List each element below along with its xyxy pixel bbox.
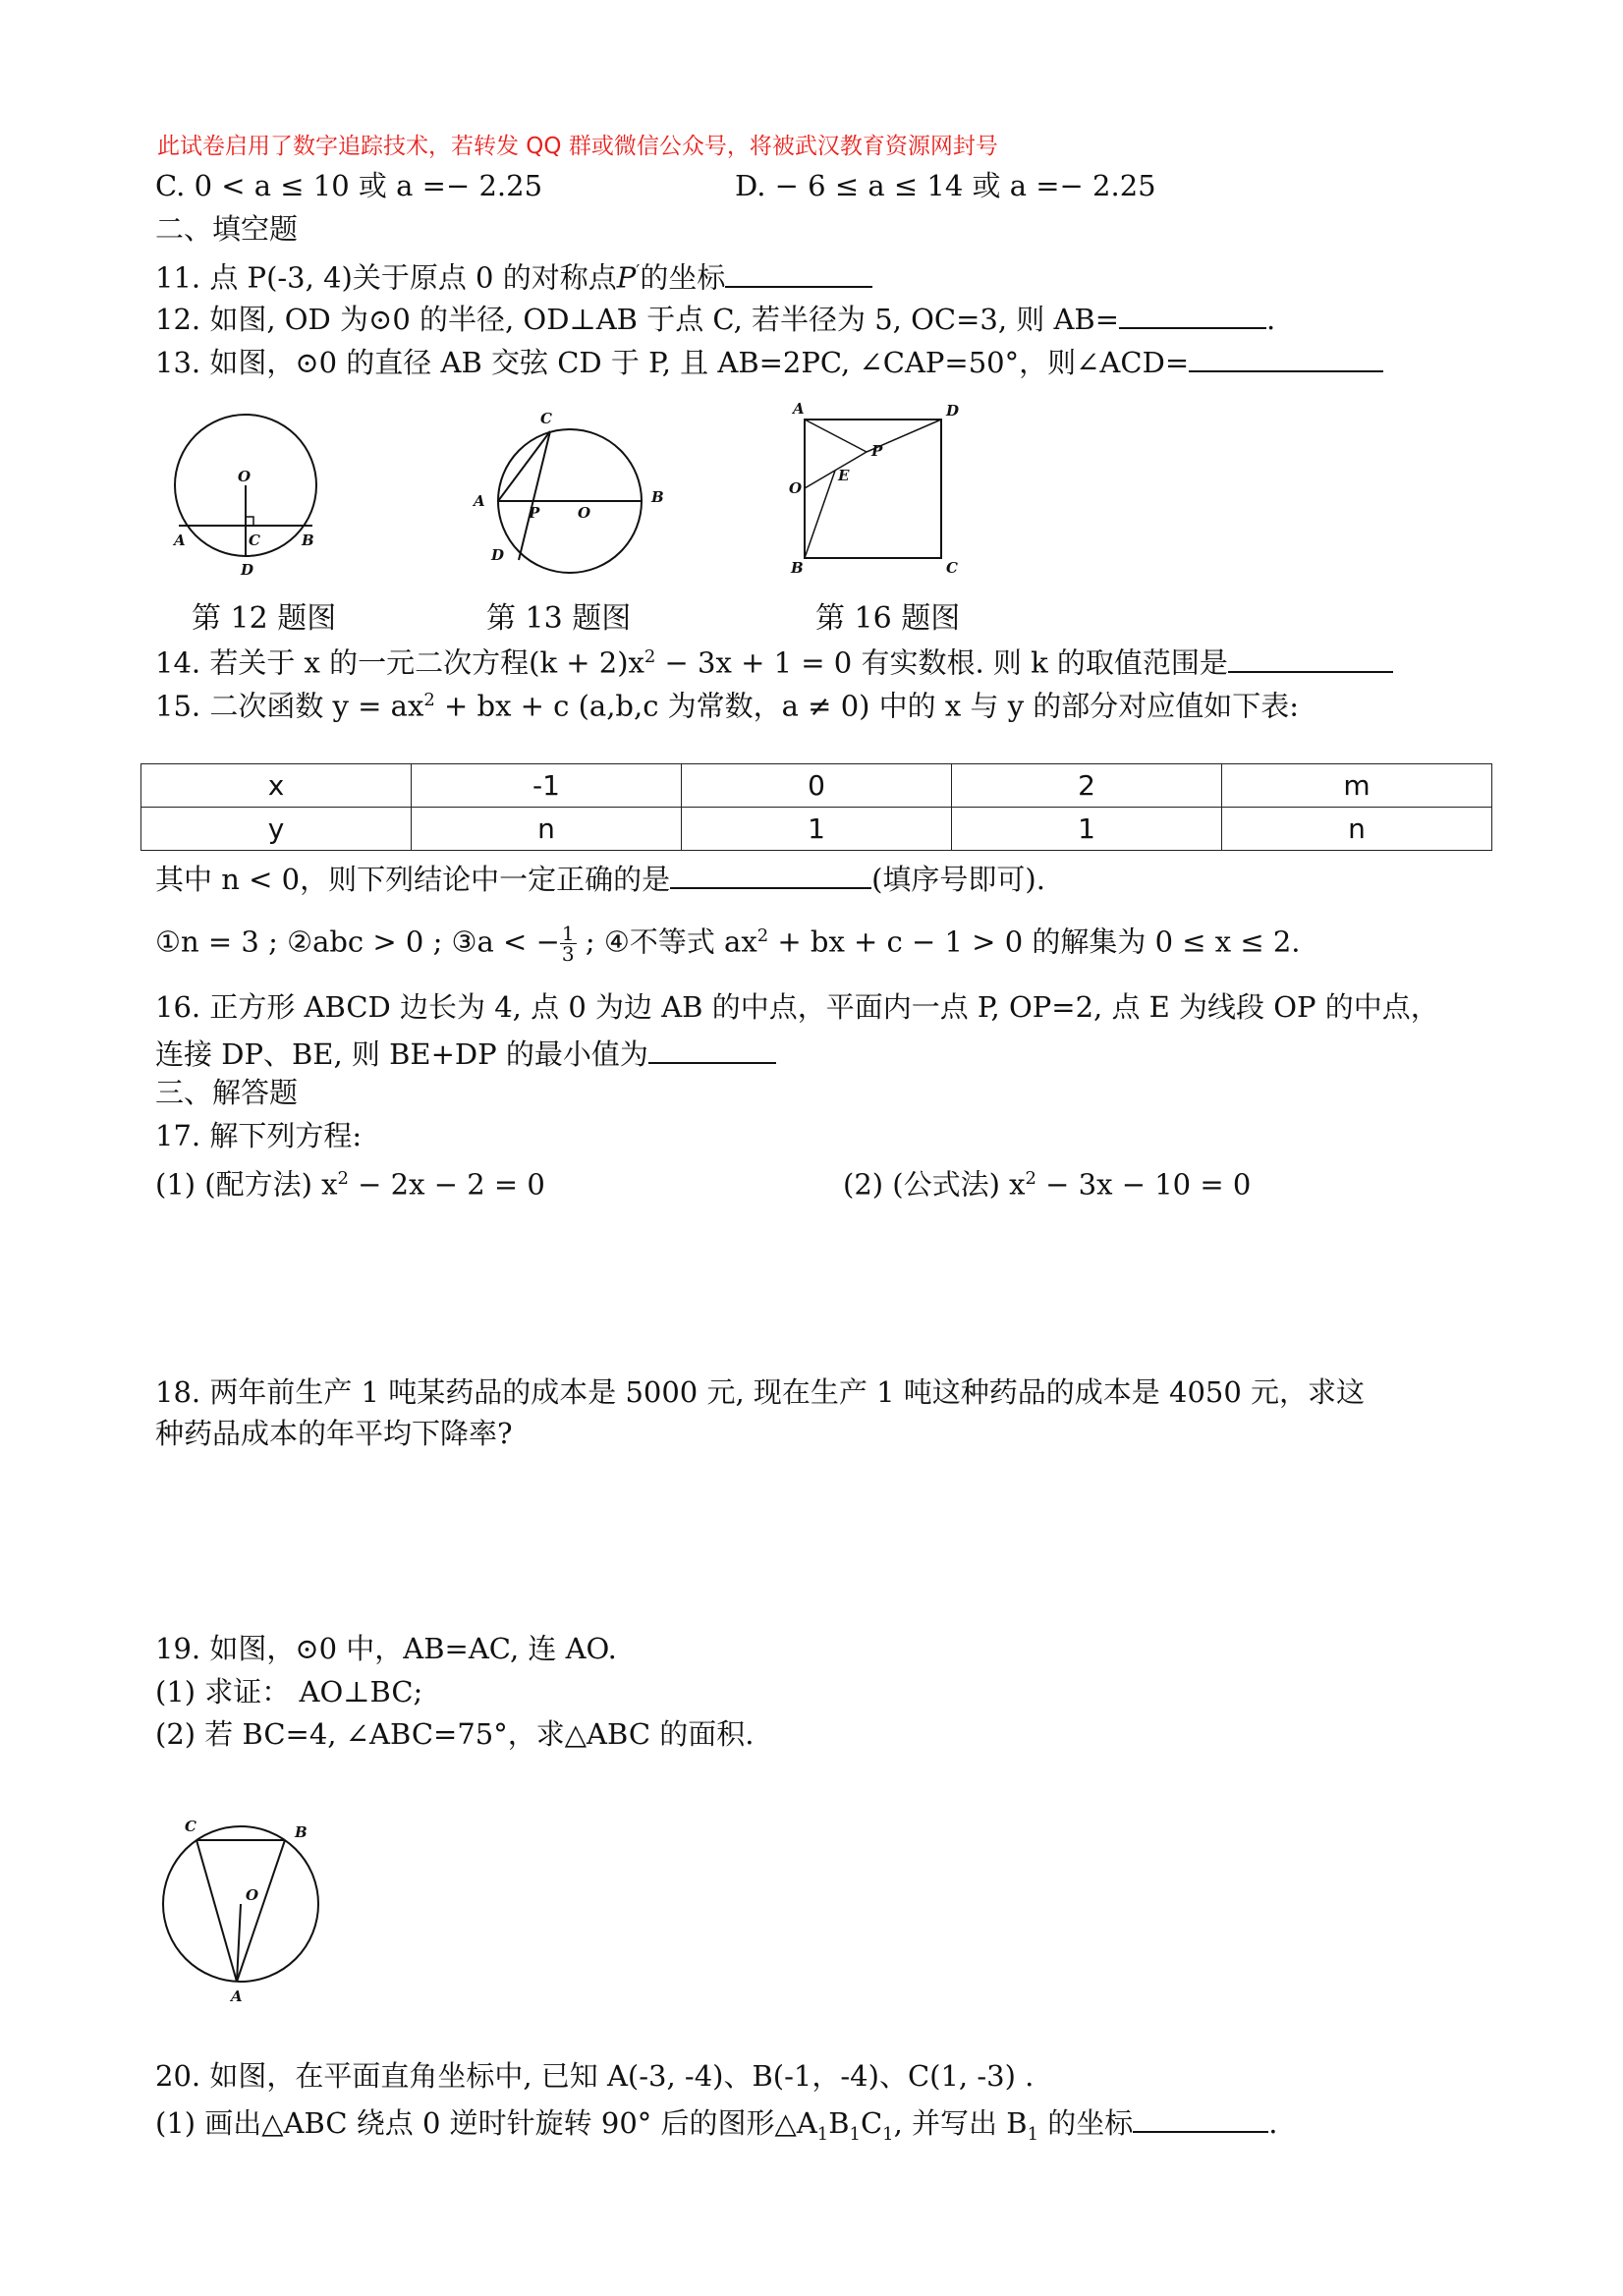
q11-text-b: 的坐标 [640, 260, 726, 295]
q12-answer-blank[interactable] [1119, 298, 1266, 329]
table-cell: n [1222, 808, 1492, 851]
q15c-numerator: 1 [561, 922, 575, 946]
q17-part-1 [155, 1161, 545, 1203]
q19-part-1: (1) 求证： AO⊥BC; [155, 1675, 423, 1708]
q16-answer-blank[interactable] [648, 1033, 776, 1064]
q14-text-b: − 3x + 1 = 0 有实数根. 则 k 的取值范围是 [655, 645, 1228, 680]
q11-text-a: 11. 点 P(-3, 4)关于原点 0 的对称点 [155, 260, 617, 295]
question-15 [155, 683, 1299, 724]
question-12 [155, 298, 1275, 337]
q19-part-2: (2) 若 BC=4, ∠ABC=75°，求△ABC 的面积. [155, 1717, 755, 1751]
fig12-label-o: O [238, 468, 252, 485]
figure-13 [462, 398, 678, 580]
fig19-label-a: A [231, 1988, 243, 2004]
fig13-chord-cd [519, 431, 550, 560]
q15c-text-c: + bx + c − 1 > 0 的解集为 0 ≤ x ≤ 2. [768, 924, 1301, 959]
fig12-label-a: A [174, 532, 186, 549]
fig13-label-a: A [474, 492, 485, 510]
fig13-label-d: D [491, 546, 505, 564]
table-cell: 0 [682, 764, 952, 808]
question-13 [155, 341, 1383, 380]
fig16-label-c: C [946, 559, 958, 577]
table-row [141, 764, 1492, 808]
figure-12 [162, 403, 334, 585]
fig13-label-c: C [540, 410, 552, 427]
q15c-fraction [560, 922, 577, 967]
table-cell: 2 [952, 764, 1222, 808]
q20-sub-3: 1 [882, 2123, 894, 2145]
fig19-segment-ca [196, 1840, 237, 1982]
q15-sup: 2 [423, 690, 435, 710]
fig16-label-b: B [791, 559, 804, 577]
table-cell: 1 [952, 808, 1222, 851]
question-16 [155, 1033, 776, 1072]
q20-answer-blank[interactable] [1133, 2101, 1268, 2133]
q15c-denominator: 3 [561, 942, 575, 967]
q16-line-1: 16. 正方形 ABCD 边长为 4, 点 0 为边 AB 的中点，平面内一点 P, OP=2, 点 E 为线段 OP 的中点， [155, 990, 1439, 1024]
q19-title: 19. 如图，⊙0 中，AB=AC, 连 AO. [155, 1632, 617, 1665]
fig12-label-c: C [249, 532, 260, 549]
q17-part-2 [843, 1161, 1251, 1203]
q20-p1-text-a: (1) 画出△ABC 绕点 0 逆时针旋转 90° 后的图形△A [155, 2106, 817, 2140]
q15-text-a: 15. 二次函数 y = ax [155, 689, 424, 723]
question-15-condition [155, 858, 1045, 897]
fig16-caption: 第 16 题图 [815, 601, 961, 636]
section-fill-blank: 二、填空题 [155, 212, 299, 246]
q10-option-c: C. 0 < a ≤ 10 或 a =− 2.25 [155, 169, 543, 202]
table-cell: m [1222, 764, 1492, 808]
value-table [140, 763, 1492, 851]
figure-19 [157, 1808, 334, 2004]
table-cell: n [412, 808, 682, 851]
q13-answer-blank[interactable] [1189, 341, 1383, 372]
q11-answer-blank[interactable] [725, 256, 872, 288]
question-14 [155, 640, 1393, 681]
q18-line-2: 种药品成本的年平均下降率? [155, 1417, 513, 1450]
q15c-sup: 2 [756, 925, 769, 946]
fig12-right-angle [246, 517, 253, 526]
fig19-label-c: C [185, 1818, 196, 1835]
section-answer: 三、解答题 [155, 1076, 299, 1109]
q15-text-b: + bx + c (a,b,c 为常数，a ≠ 0) 中的 x 与 y 的部分对应值如下表: [434, 689, 1300, 723]
q15b-text-b: (填序号即可). [871, 863, 1045, 896]
q14-text-a: 14. 若关于 x 的一元二次方程(k + 2)x [155, 645, 644, 680]
q18-line-1: 18. 两年前生产 1 吨某药品的成本是 5000 元, 现在生产 1 吨这种药品的成本是 4050 元，求这 [155, 1375, 1366, 1409]
q20-p1-text-e: 的坐标 [1038, 2106, 1134, 2140]
fig16-segment-be [805, 471, 835, 558]
table-cell: y [141, 808, 412, 851]
q20-end: . [1268, 2106, 1278, 2140]
q20-part-1 [155, 2101, 1277, 2153]
fig16-label-a: A [793, 400, 805, 418]
q15c-text-b: ; ④不等式 ax [576, 924, 757, 959]
table-row [141, 808, 1492, 851]
fig16-label-d: D [946, 402, 960, 420]
fig16-segment-ap [805, 420, 867, 452]
table-cell: 1 [682, 808, 952, 851]
q12-end: . [1266, 303, 1276, 336]
fig19-label-o: O [246, 1886, 259, 1904]
q17-p1-text-a: (1) (配方法) x [155, 1167, 338, 1202]
fig16-square [805, 420, 941, 558]
q15b-text-a: 其中 n < 0，则下列结论中一定正确的是 [155, 863, 671, 896]
fig13-label-p: P [529, 504, 540, 522]
question-11 [155, 254, 872, 296]
q15-answer-blank[interactable] [670, 858, 871, 889]
q11-point-p: P [616, 260, 637, 295]
q14-answer-blank[interactable] [1228, 642, 1393, 673]
q20-title: 20. 如图，在平面直角坐标中, 已知 A(-3, -4)、B(-1，-4)、C(1, -3) . [155, 2059, 1035, 2093]
fig16-label-e: E [838, 467, 850, 484]
q14-sup: 2 [644, 646, 656, 667]
q17-p1-text-b: − 2x − 2 = 0 [348, 1167, 545, 1202]
q17-p2-sup: 2 [1025, 1168, 1036, 1189]
fig12-caption: 第 12 题图 [192, 601, 337, 636]
fig13-label-o: O [578, 504, 591, 522]
fig12-label-b: B [302, 532, 314, 549]
tracking-notice: 此试卷启用了数字追踪技术，若转发 QQ 群或微信公众号，将被武汉教育资源网封号 [157, 134, 998, 159]
fig16-segment-op [805, 452, 867, 488]
q17-title: 17. 解下列方程: [155, 1119, 363, 1152]
fig19-segment-ba [237, 1840, 285, 1982]
q12-text: 12. 如图, OD 为⊙0 的半径, OD⊥AB 于点 C, 若半径为 5, OC=3, 则 AB= [155, 303, 1120, 336]
q20-sub-2: 1 [849, 2123, 861, 2145]
q20-p1-text-c: C [860, 2106, 883, 2140]
q16-line-2: 连接 DP、BE, 则 BE+DP 的最小值为 [155, 1037, 648, 1071]
fig16-label-p: P [871, 442, 883, 460]
fig19-label-b: B [295, 1823, 308, 1841]
q10-option-d: D. − 6 ≤ a ≤ 14 或 a =− 2.25 [735, 169, 1156, 202]
question-15-statements [155, 919, 1301, 967]
fig12-label-d: D [241, 561, 254, 579]
fig13-label-b: B [651, 488, 664, 506]
q20-sub-4: 1 [1027, 2123, 1039, 2145]
table-cell: -1 [412, 764, 682, 808]
q17-p1-sup: 2 [337, 1168, 349, 1189]
figure-16 [781, 398, 978, 580]
q13-text: 13. 如图，⊙0 的直径 AB 交弦 CD 于 P, 且 AB=2PC, ∠CAP=50°，则∠ACD= [155, 346, 1190, 379]
q17-p2-text-b: − 3x − 10 = 0 [1035, 1167, 1252, 1202]
q11-prime: ′ [636, 261, 641, 282]
q20-sub-1: 1 [816, 2123, 829, 2145]
fig16-label-o: O [789, 479, 803, 497]
q20-p1-text-d: , 并写出 B [893, 2106, 1028, 2140]
table-cell: x [141, 764, 412, 808]
fig13-caption: 第 13 题图 [486, 601, 632, 636]
q20-p1-text-b: B [828, 2106, 850, 2140]
q17-p2-text-a: (2) (公式法) x [843, 1167, 1026, 1202]
q15c-text-a: ①n = 3 ; ②abc > 0 ; ③a < − [155, 924, 560, 959]
